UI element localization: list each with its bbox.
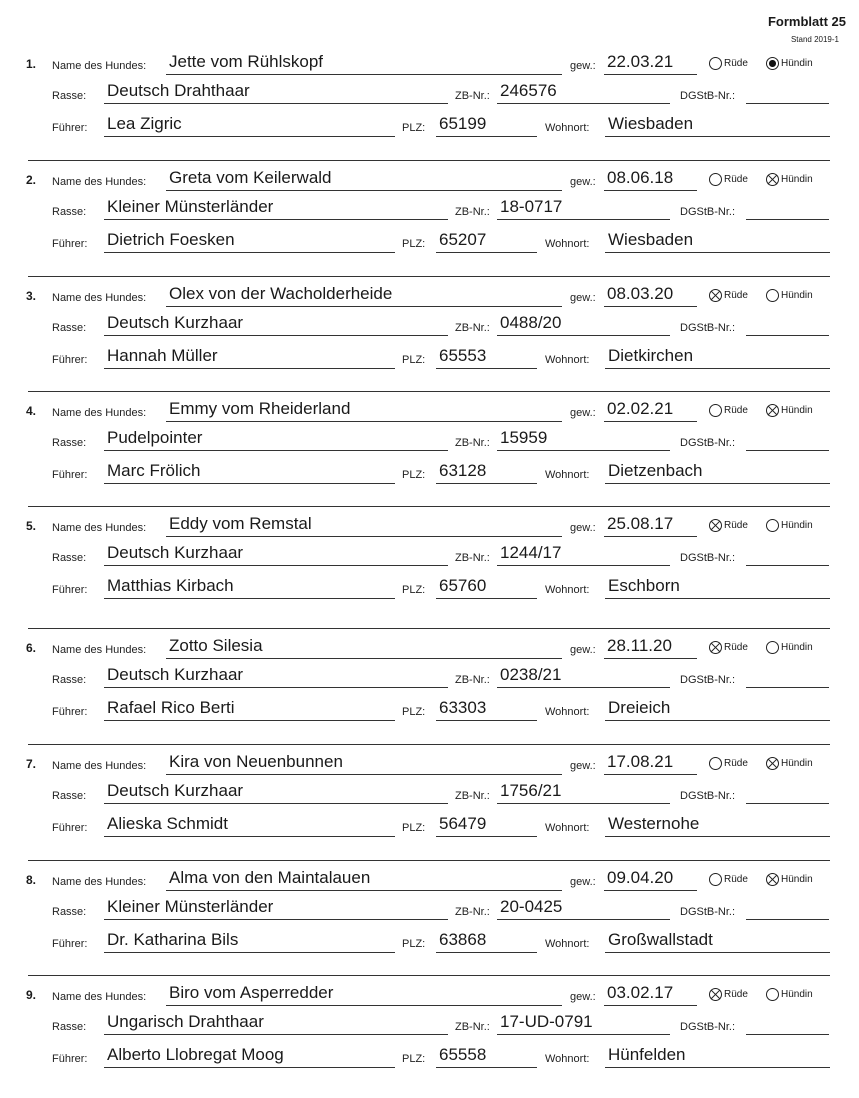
fuhrer-label: Führer: [52,584,88,596]
radio-rude[interactable] [709,404,748,417]
hundin-label: Hündin [781,58,813,69]
zb-label: ZB-Nr.: [455,674,490,686]
dgstb-number-field[interactable] [746,543,829,566]
zb-label: ZB-Nr.: [455,1021,490,1033]
entry-separator [28,975,830,976]
postcode-field[interactable]: 63303 [436,698,537,721]
gew-label: gew.: [570,292,596,304]
hundin-label: Hündin [781,758,813,769]
zb-number-field[interactable]: 0488/20 [497,313,670,336]
entry-separator [28,276,830,277]
zb-number-field[interactable]: 1756/21 [497,781,670,804]
name-label: Name des Hundes: [52,876,147,888]
handler-field[interactable]: Marc Frölich [104,461,395,484]
entry-number: 6. [26,641,37,655]
entry-number: 5. [26,519,37,533]
radio-rude[interactable] [709,289,748,302]
hundin-label: Hündin [781,290,813,301]
entry-number: 8. [26,873,37,887]
hundin-label: Hündin [781,405,813,416]
handler-field[interactable]: Alberto Llobregat Moog [104,1045,395,1068]
handler-field[interactable]: Alieska Schmidt [104,814,395,837]
whelp-date-field[interactable]: 08.06.18 [604,168,697,191]
radio-hundin[interactable] [766,404,813,417]
radio-rude-icon [709,404,722,417]
wohnort-label: Wohnort: [545,354,590,366]
zb-label: ZB-Nr.: [455,322,490,334]
entry-number: 4. [26,404,37,418]
zb-label: ZB-Nr.: [455,790,490,802]
dog-entry [0,168,859,283]
radio-rude[interactable] [709,757,748,770]
dog-name-field[interactable]: Biro vom Asperredder [166,983,562,1006]
entry-number: 3. [26,289,37,303]
rude-label: Rüde [724,405,748,416]
handler-field[interactable]: Dietrich Foesken [104,230,395,253]
rude-label: Rüde [724,874,748,885]
radio-hundin[interactable] [766,873,813,886]
fuhrer-label: Führer: [52,706,88,718]
name-label: Name des Hundes: [52,522,147,534]
fuhrer-label: Führer: [52,238,88,250]
whelp-date-field[interactable]: 09.04.20 [604,868,697,891]
rasse-label: Rasse: [52,322,87,334]
residence-field[interactable]: Wiesbaden [605,230,830,253]
residence-field[interactable]: Dietzenbach [605,461,830,484]
residence-field[interactable]: Hünfelden [605,1045,830,1068]
breed-field[interactable]: Deutsch Drahthaar [104,81,448,104]
handler-field[interactable]: Rafael Rico Berti [104,698,395,721]
radio-rude-icon [709,988,722,1001]
fuhrer-label: Führer: [52,122,88,134]
radio-hundin[interactable] [766,757,813,770]
radio-rude-icon [709,519,722,532]
zb-label: ZB-Nr.: [455,906,490,918]
dgstb-number-field[interactable] [746,1012,829,1035]
wohnort-label: Wohnort: [545,1053,590,1065]
dgstb-label: DGStB-Nr.: [680,790,736,802]
radio-hundin[interactable] [766,988,813,1001]
breed-field[interactable]: Kleiner Münsterländer [104,197,448,220]
breed-field[interactable]: Deutsch Kurzhaar [104,543,448,566]
gew-label: gew.: [570,60,596,72]
hundin-label: Hündin [781,989,813,1000]
radio-hundin-icon [766,873,779,886]
dgstb-label: DGStB-Nr.: [680,906,736,918]
rude-label: Rüde [724,58,748,69]
entry-separator [28,160,830,161]
radio-rude-icon [709,57,722,70]
rasse-label: Rasse: [52,206,87,218]
radio-rude[interactable] [709,57,748,70]
dog-name-field[interactable]: Emmy vom Rheiderland [166,399,562,422]
rude-label: Rüde [724,642,748,653]
dog-entry [0,868,859,983]
fuhrer-label: Führer: [52,469,88,481]
dog-entry [0,52,859,167]
dgstb-label: DGStB-Nr.: [680,206,736,218]
hundin-label: Hündin [781,642,813,653]
dog-name-field[interactable]: Olex von der Wacholderheide [166,284,562,307]
zb-label: ZB-Nr.: [455,552,490,564]
residence-field[interactable]: Eschborn [605,576,830,599]
radio-rude[interactable] [709,519,748,532]
rasse-label: Rasse: [52,906,87,918]
hundin-label: Hündin [781,520,813,531]
wohnort-label: Wohnort: [545,122,590,134]
dgstb-label: DGStB-Nr.: [680,674,736,686]
plz-label: PLZ: [402,469,426,481]
whelp-date-field[interactable]: 28.11.20 [604,636,697,659]
zb-label: ZB-Nr.: [455,206,490,218]
wohnort-label: Wohnort: [545,822,590,834]
hundin-label: Hündin [781,174,813,185]
residence-field[interactable]: Dietkirchen [605,346,830,369]
gew-label: gew.: [570,991,596,1003]
dog-name-field[interactable]: Alma von den Maintalauen [166,868,562,891]
dog-entry [0,983,859,1098]
wohnort-label: Wohnort: [545,238,590,250]
plz-label: PLZ: [402,1053,426,1065]
rasse-label: Rasse: [52,552,87,564]
fuhrer-label: Führer: [52,938,88,950]
postcode-field[interactable]: 63128 [436,461,537,484]
radio-rude[interactable] [709,173,748,186]
whelp-date-field[interactable]: 02.02.21 [604,399,697,422]
zb-label: ZB-Nr.: [455,90,490,102]
zb-number-field[interactable]: 246576 [497,81,670,104]
postcode-field[interactable]: 65760 [436,576,537,599]
entry-number: 9. [26,988,37,1002]
dog-entry [0,636,859,751]
gew-label: gew.: [570,176,596,188]
name-label: Name des Hundes: [52,644,147,656]
wohnort-label: Wohnort: [545,584,590,596]
handler-field[interactable]: Hannah Müller [104,346,395,369]
radio-hundin[interactable] [766,641,813,654]
rasse-label: Rasse: [52,90,87,102]
gew-label: gew.: [570,644,596,656]
handler-field[interactable]: Matthias Kirbach [104,576,395,599]
plz-label: PLZ: [402,822,426,834]
handler-field[interactable]: Dr. Katharina Bils [104,930,395,953]
radio-rude[interactable] [709,988,748,1001]
rasse-label: Rasse: [52,790,87,802]
radio-hundin[interactable] [766,173,813,186]
dog-entry [0,752,859,867]
plz-label: PLZ: [402,122,426,134]
radio-hundin-icon [766,519,779,532]
radio-rude-icon [709,757,722,770]
plz-label: PLZ: [402,354,426,366]
radio-hundin-icon [766,289,779,302]
dog-name-field[interactable]: Greta vom Keilerwald [166,168,562,191]
postcode-field[interactable]: 63868 [436,930,537,953]
rude-label: Rüde [724,174,748,185]
postcode-field[interactable]: 56479 [436,814,537,837]
postcode-field[interactable]: 65558 [436,1045,537,1068]
entry-separator [28,391,830,392]
radio-rude-icon [709,641,722,654]
radio-hundin-icon [766,57,779,70]
gew-label: gew.: [570,407,596,419]
zb-number-field[interactable]: 17-UD-0791 [497,1012,670,1035]
radio-rude[interactable] [709,641,748,654]
dgstb-number-field[interactable] [746,897,829,920]
whelp-date-field[interactable]: 17.08.21 [604,752,697,775]
rude-label: Rüde [724,520,748,531]
entry-number: 7. [26,757,37,771]
radio-rude-icon [709,873,722,886]
gew-label: gew.: [570,876,596,888]
dgstb-number-field[interactable] [746,428,829,451]
dgstb-label: DGStB-Nr.: [680,1021,736,1033]
form-title: Formblatt 25 [767,14,846,29]
dog-name-field[interactable]: Kira von Neuenbunnen [166,752,562,775]
postcode-field[interactable]: 65207 [436,230,537,253]
whelp-date-field[interactable]: 03.02.17 [604,983,697,1006]
entry-number: 2. [26,173,37,187]
zb-number-field[interactable]: 15959 [497,428,670,451]
rude-label: Rüde [724,989,748,1000]
entry-number: 1. [26,57,37,71]
dog-name-field[interactable]: Zotto Silesia [166,636,562,659]
gew-label: gew.: [570,522,596,534]
hundin-label: Hündin [781,874,813,885]
entry-separator [28,506,830,507]
residence-field[interactable]: Wiesbaden [605,114,830,137]
zb-number-field[interactable]: 1244/17 [497,543,670,566]
dgstb-label: DGStB-Nr.: [680,90,736,102]
dog-entry [0,399,859,514]
dgstb-number-field[interactable] [746,81,829,104]
plz-label: PLZ: [402,706,426,718]
dgstb-number-field[interactable] [746,781,829,804]
radio-hundin-icon [766,988,779,1001]
whelp-date-field[interactable]: 22.03.21 [604,52,697,75]
breed-field[interactable]: Deutsch Kurzhaar [104,313,448,336]
residence-field[interactable]: Westernohe [605,814,830,837]
dgstb-number-field[interactable] [746,313,829,336]
residence-field[interactable]: Dreieich [605,698,830,721]
entry-separator [28,744,830,745]
dgstb-number-field[interactable] [746,665,829,688]
wohnort-label: Wohnort: [545,706,590,718]
plz-label: PLZ: [402,938,426,950]
wohnort-label: Wohnort: [545,938,590,950]
radio-hundin-icon [766,404,779,417]
breed-field[interactable]: Deutsch Kurzhaar [104,665,448,688]
radio-hundin-icon [766,641,779,654]
zb-number-field[interactable]: 20-0425 [497,897,670,920]
gew-label: gew.: [570,760,596,772]
name-label: Name des Hundes: [52,991,147,1003]
dgstb-label: DGStB-Nr.: [680,437,736,449]
rude-label: Rüde [724,290,748,301]
breed-field[interactable]: Deutsch Kurzhaar [104,781,448,804]
postcode-field[interactable]: 65553 [436,346,537,369]
rasse-label: Rasse: [52,1021,87,1033]
breed-field[interactable]: Pudelpointer [104,428,448,451]
fuhrer-label: Führer: [52,354,88,366]
name-label: Name des Hundes: [52,407,147,419]
radio-hundin[interactable] [766,57,813,70]
dog-entry [0,514,859,629]
radio-hundin[interactable] [766,289,813,302]
rasse-label: Rasse: [52,674,87,686]
breed-field[interactable]: Ungarisch Drahthaar [104,1012,448,1035]
plz-label: PLZ: [402,584,426,596]
dog-entry [0,284,859,399]
postcode-field[interactable]: 65199 [436,114,537,137]
dgstb-label: DGStB-Nr.: [680,552,736,564]
rude-label: Rüde [724,758,748,769]
radio-hundin-icon [766,757,779,770]
dgstb-number-field[interactable] [746,197,829,220]
rasse-label: Rasse: [52,437,87,449]
form-version: Stand 2019-1 [790,35,839,44]
whelp-date-field[interactable]: 25.08.17 [604,514,697,537]
radio-hundin[interactable] [766,519,813,532]
zb-label: ZB-Nr.: [455,437,490,449]
whelp-date-field[interactable]: 08.03.20 [604,284,697,307]
dog-name-field[interactable]: Eddy vom Remstal [166,514,562,537]
handler-field[interactable]: Lea Zigric [104,114,395,137]
wohnort-label: Wohnort: [545,469,590,481]
zb-number-field[interactable]: 0238/21 [497,665,670,688]
zb-number-field[interactable]: 18-0717 [497,197,670,220]
name-label: Name des Hundes: [52,760,147,772]
entry-separator [28,628,830,629]
radio-rude-icon [709,289,722,302]
fuhrer-label: Führer: [52,822,88,834]
radio-rude-icon [709,173,722,186]
name-label: Name des Hundes: [52,176,147,188]
fuhrer-label: Führer: [52,1053,88,1065]
radio-rude[interactable] [709,873,748,886]
entry-separator [28,860,830,861]
dog-name-field[interactable]: Jette vom Rühlskopf [166,52,562,75]
residence-field[interactable]: Großwallstadt [605,930,830,953]
plz-label: PLZ: [402,238,426,250]
dgstb-label: DGStB-Nr.: [680,322,736,334]
radio-hundin-icon [766,173,779,186]
breed-field[interactable]: Kleiner Münsterländer [104,897,448,920]
name-label: Name des Hundes: [52,292,147,304]
name-label: Name des Hundes: [52,60,147,72]
